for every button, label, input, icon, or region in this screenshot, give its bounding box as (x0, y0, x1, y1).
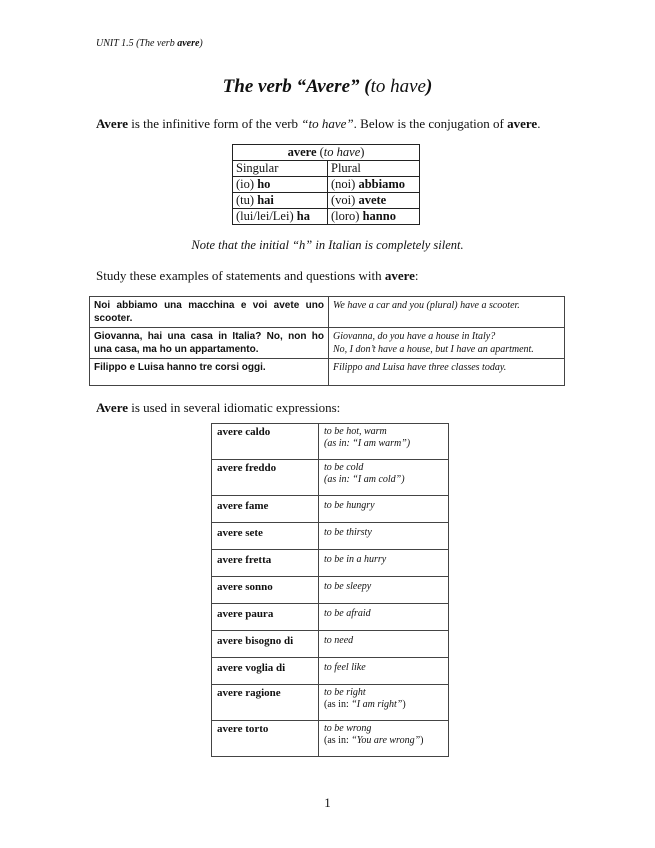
idioms-intro: Avere is used in several idiomatic expressions: (96, 400, 341, 415)
example-english: Filippo and Luisa have three classes today. (329, 359, 565, 386)
idiom-phrase: avere paura (212, 604, 319, 631)
idiom-phrase: avere fretta (212, 550, 319, 577)
idiom-meaning: to be thirsty (319, 523, 449, 550)
idiom-row (212, 604, 449, 631)
idiom-meaning: to be right (as in: “I am right”) (319, 685, 449, 721)
intro-paragraph: Avere is the infinitive form of the verb “to have”. Below is the conjugation of avere. (96, 116, 541, 131)
idiom-meaning: to be wrong (as in: “You are wrong”) (319, 721, 449, 757)
idiom-row (212, 685, 449, 721)
idiom-phrase: avere bisogno di (212, 631, 319, 658)
idiom-phrase: avere voglia di (212, 658, 319, 685)
example-italian: Giovanna, hai una casa in Italia? No, non ho una casa, ma ho un appartamento. (90, 328, 329, 359)
examples-table (89, 296, 565, 386)
idiom-phrase: avere freddo (212, 460, 319, 496)
idiom-row (212, 424, 449, 460)
example-english: Giovanna, do you have a house in Italy? No, I don’t have a house, but I have an apartment. (329, 328, 565, 359)
idiom-meaning: to be hungry (319, 496, 449, 523)
conjugation-row: (lui/lei/Lei) ha (loro) hanno (233, 209, 420, 225)
example-row (90, 328, 565, 359)
example-italian: Noi abbiamo una macchina e voi avete uno scooter. (90, 297, 329, 328)
conjugation-row: (tu) hai (voi) avete (233, 193, 420, 209)
idiom-meaning: to be hot, warm (as in: “I am warm”) (319, 424, 449, 460)
conjugation-row: (io) ho (noi) abbiamo (233, 177, 420, 193)
idiom-phrase: avere ragione (212, 685, 319, 721)
running-header: UNIT 1.5 (The verb avere) (96, 38, 203, 49)
conjugation-header: avere (to have) (233, 145, 420, 161)
idiom-phrase: avere torto (212, 721, 319, 757)
example-row (90, 359, 565, 386)
idiom-phrase: avere sonno (212, 577, 319, 604)
page-title: The verb “Avere” (to have) (222, 76, 433, 97)
idioms-table (211, 423, 449, 757)
idiom-row (212, 460, 449, 496)
idiom-meaning: to be sleepy (319, 577, 449, 604)
singular-column-header: Singular (233, 161, 328, 177)
pronunciation-note: Note that the initial “h” in Italian is completely silent. (191, 238, 464, 252)
idiom-row (212, 658, 449, 685)
example-italian: Filippo e Luisa hanno tre corsi oggi. (90, 359, 329, 386)
idiom-row (212, 523, 449, 550)
idiom-row (212, 550, 449, 577)
idiom-phrase: avere caldo (212, 424, 319, 460)
idiom-meaning: to feel like (319, 658, 449, 685)
examples-intro: Study these examples of statements and questions with avere: (96, 268, 419, 283)
plural-column-header: Plural (328, 161, 420, 177)
example-english: We have a car and you (plural) have a scooter. (329, 297, 565, 328)
idiom-phrase: avere sete (212, 523, 319, 550)
idiom-row (212, 631, 449, 658)
idiom-meaning: to be afraid (319, 604, 449, 631)
example-row (90, 297, 565, 328)
idiom-row (212, 721, 449, 757)
idiom-row (212, 577, 449, 604)
idiom-meaning: to be cold (as in: “I am cold”) (319, 460, 449, 496)
idiom-phrase: avere fame (212, 496, 319, 523)
idiom-row (212, 496, 449, 523)
conjugation-table (232, 144, 420, 225)
idiom-meaning: to be in a hurry (319, 550, 449, 577)
page-number: 1 (324, 795, 331, 810)
idiom-meaning: to need (319, 631, 449, 658)
